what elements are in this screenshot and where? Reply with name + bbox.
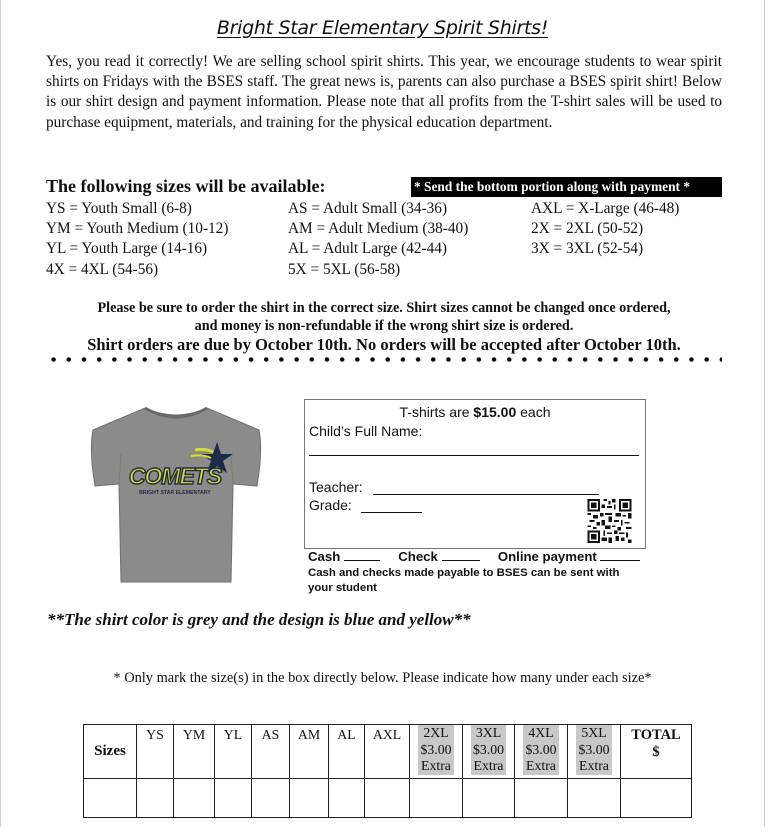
extra-note: Extra [421,758,451,773]
check-label: Check [398,549,438,564]
mark-size-instructions: * Only mark the size(s) in the box directly below. Please indicate how many under each size* [113,670,652,686]
size-item: AXL = X-Large (46-48) [531,200,680,217]
size-item: AL = Adult Large (42-44) [288,240,448,258]
sizes-row-label: Sizes [84,725,137,779]
cash-blank[interactable] [344,549,380,561]
size-warning [46,299,722,335]
qty-input-ym[interactable] [174,779,215,818]
intro-paragraph: Yes, you read it correctly! We are selling school spirit shirts. This year, we encourage students to wear spirit shirts on Fridays with the BSES staff. The great news is, parents can also purchase a BSES spirit shirt! Below is our shirt design and payment information. Please note that all profits from the T-shirt sales will be used to purchase equipment, materials, and training for the physical education department. [46,53,722,131]
child-name-label: Child’s Full Name: [309,423,423,439]
extra-size-block [471,725,506,775]
sizes-input-row [84,779,692,818]
extra-size-block [576,725,611,775]
sizes-order-table [83,724,692,818]
check-blank[interactable] [442,549,480,561]
extra-note: Extra [473,758,504,773]
size-item: YS = Youth Small (6-8) [46,200,192,217]
extra-price: $3.00 [420,741,452,757]
teacher-label: Teacher: [309,479,363,495]
svg-text:COMETS: COMETS [128,463,222,489]
sizes-heading: The following sizes will be available: [46,176,326,196]
online-payment-blank[interactable] [600,549,640,561]
qty-input-5xl[interactable] [568,779,621,818]
size-header-5xl [568,725,621,779]
cut-line-divider [46,357,722,362]
size-item: YM = Youth Medium (10-12) [46,220,229,238]
extra-size-block [418,725,453,775]
size-header-ys: YS [137,725,174,779]
svg-text:BRIGHT STAR ELEMENTARY: BRIGHT STAR ELEMENTARY [139,490,211,496]
document-title [0,17,765,39]
grade-label: Grade: [309,497,352,513]
size-column-1 [46,199,228,280]
extra-size: 5XL [581,725,607,740]
extra-size-block [523,725,558,775]
page-left-border [0,0,1,827]
qty-input-yl[interactable] [215,779,252,818]
qty-input-al[interactable] [329,779,365,818]
extra-price: $3.00 [472,741,505,757]
payment-note: Cash and checks made payable to BSES can be sent with your student [308,567,620,594]
tshirt-image [87,404,265,584]
size-header-al: AL [329,725,365,779]
tshirt-icon [87,404,265,584]
online-payment-label: Online payment [497,549,597,564]
teacher-field[interactable] [373,494,599,495]
cash-label: Cash [308,549,341,564]
extra-note: Extra [579,758,609,773]
size-header-2xl [410,725,463,779]
child-name-field[interactable] [309,455,639,456]
qty-input-4xl[interactable] [515,779,568,818]
qty-input-ys[interactable] [137,779,174,818]
extra-size: 4XL [528,725,554,740]
send-bottom-banner: * Send the bottom portion along with payment * [411,177,722,197]
extra-size: 3XL [475,725,502,740]
price-suffix: each [516,404,551,420]
shirt-color-note: **The shirt color is grey and the design is blue and yellow** [47,610,471,629]
size-header-axl: AXL [365,725,410,779]
sizes-input-label-cell [84,779,137,818]
size-item: AS = Adult Small (34-36) [288,200,448,217]
total-label: TOTAL [631,727,681,743]
qty-input-axl[interactable] [365,779,410,818]
size-item: YL = Youth Large (14-16) [46,240,208,258]
total-header [621,725,692,779]
payment-options [308,549,640,564]
shirt-price: $15.00 [473,404,517,420]
size-header-am: AM [290,725,329,779]
order-form-box [304,399,646,549]
size-header-3xl [463,725,515,779]
qty-input-as[interactable] [252,779,290,818]
qr-code-icon[interactable] [585,499,634,543]
size-header-as: AS [252,725,290,779]
size-header-yl: YL [215,725,252,779]
extra-price: $3.00 [578,741,610,757]
document-title-text: Bright Star Elementary Spirit Shirts! [216,17,549,39]
price-prefix: T-shirts are [399,404,474,420]
size-warning-line-1: Please be sure to order the shirt in the correct size. Shirt sizes cannot be changed once ordered, [97,300,671,316]
total-currency: $ [652,744,660,760]
sizes-header-row [84,725,692,779]
size-header-4xl [515,725,568,779]
extra-note: Extra [526,758,556,773]
price-line [305,404,645,420]
size-item: 3X = 3XL (52-54) [531,240,644,258]
total-input[interactable] [621,779,692,818]
size-column-2 [288,199,468,280]
extra-size: 2XL [423,725,449,740]
size-item: 4X = 4XL (54-56) [46,260,159,278]
size-warning-line-2: and money is non-refundable if the wrong shirt size is ordered. [194,318,574,334]
size-header-ym: YM [174,725,215,779]
extra-price: $3.00 [525,741,557,757]
size-column-3 [531,199,679,260]
size-item: 5X = 5XL (56-58) [288,260,401,278]
qty-input-am[interactable] [290,779,329,818]
size-item: AM = Adult Medium (38-40) [288,220,469,238]
qty-input-2xl[interactable] [410,779,463,818]
due-date-notice: Shirt orders are due by October 10th. No orders will be accepted after October 10th. [87,335,681,354]
size-item: 2X = 2XL (50-52) [531,220,644,238]
qty-input-3xl[interactable] [463,779,515,818]
grade-field[interactable] [361,512,422,513]
